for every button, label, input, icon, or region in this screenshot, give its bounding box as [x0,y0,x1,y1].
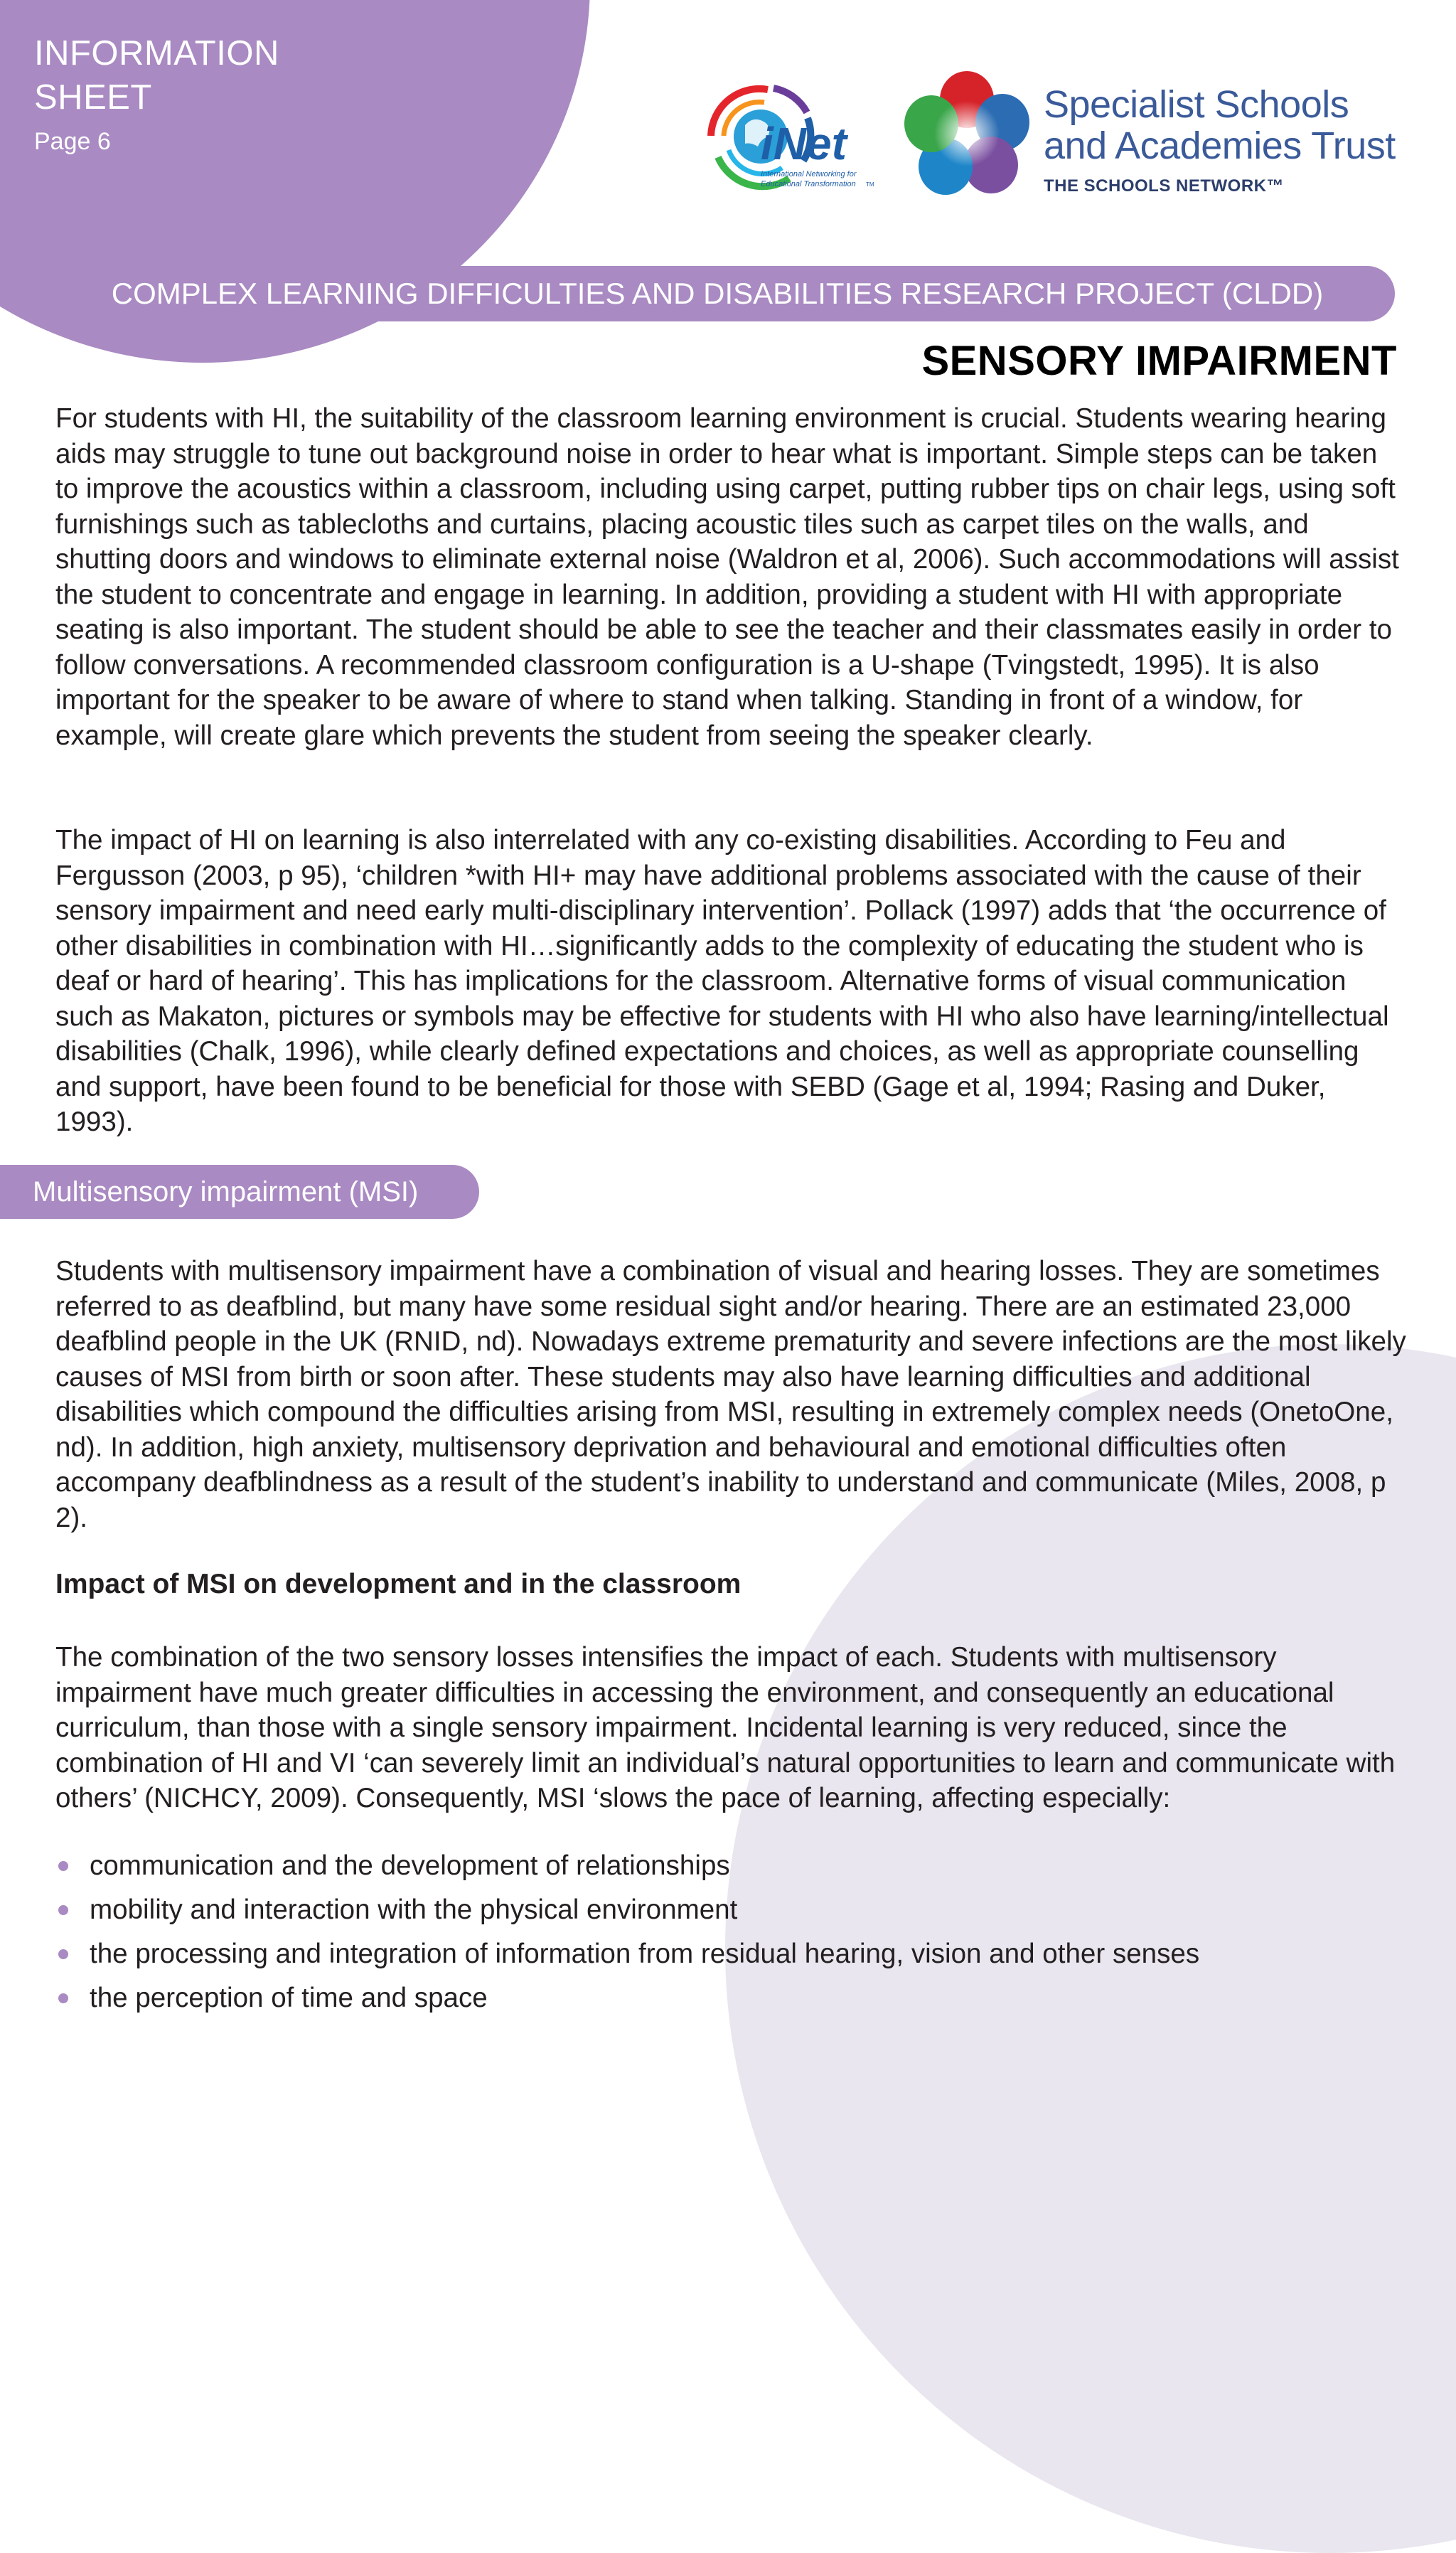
list-item: mobility and interaction with the physical environment [55,1888,1199,1932]
paragraph-hi-environment: For students with HI, the suitability of the classroom learning environment is crucial. Students wearing hearing aids may struggle to tune out background noise in order to hear what is important. Simple steps can be taken to improve the acoustics within a classroom, including using carpet, putting rubber tips on chair legs, using soft furnishings such as tablecloths and curtains, placing acoustic tiles such as carpet tiles on the walls, and shutting doors and windows to eliminate external noise (Waldron et al, 2006). Such accommodations will assist the student to concentrate and engage in learning. In addition, providing a student with HI with appropriate seating is also important. The student should be able to see the teacher and their classmates easily in order to follow conversations. A recommended classroom configuration is a U-shape (Tvingstedt, 1995). It is also important for the speaker to be aware of where to stand when talking. Standing in front of a window, for example, will create glare which prevents the student from seeing the speaker clearly. [55,403,1399,751]
inet-tagline-2: Educational Transformation [761,180,856,188]
paragraph-hi-codisabilities: The impact of HI on learning is also interrelated with any co-existing disabilities. According to Feu and Fergusson (2003, p 95), ‘children *with HI+ may have additional problems associated with the cause of their sensory impairment and need early multi-disciplinary intervention’. Pollack (1997) adds that ‘the occurrence of other disabilities in combination with HI…significantly adds to the complexity of educating the student who is deaf or hard of hearing’. This has implications for the classroom. Alternative forms of visual communication such as Makaton, pictures or symbols may be effective for students with HI who also have learning/intellectual disabilities (Chalk, 1996), while clearly defined expectations and choices, as well as appropriate counselling and support, have been found to be beneficial for those with SEBD (Gage et al, 1994; Rasing and Duker, 1993). [55,825,1389,1137]
msi-heading: Multisensory impairment (MSI) [0,1165,479,1219]
list-item: the processing and integration of information from residual hearing, vision and other senses [55,1932,1199,1976]
ssat-logo-text [1044,84,1396,196]
project-banner: COMPLEX LEARNING DIFFICULTIES AND DISABILITIES RESEARCH PROJECT (CLDD) [40,266,1395,321]
sheet-label [34,31,279,156]
bullet-icon [58,1949,68,1959]
list-item: communication and the development of relationships [55,1844,1199,1888]
bullet-icon [58,1861,68,1871]
paragraph-msi-impact: The combination of the two sensory losses intensifies the impact of each. Students with multisensory impairment have much greater difficulties in accessing the environment, and consequently an educational curriculum, than those with a single sensory impairment. Incidental learning is very reduced, since the combination of HI and VI ‘can severely limit an individual’s natural opportunities to learn and communicate with others’ (NICHCY, 2009). Consequently, MSI ‘slows the pace of learning, affecting especially: [55,1642,1396,1813]
sheet-title: INFORMATION SHEET [34,34,279,117]
bullet-icon [58,1993,68,2003]
inet-logo [690,68,876,198]
bullet-icon [58,1905,68,1915]
inet-tagline-1: International Networking for [761,170,857,178]
page-number: Page 6 [34,128,111,155]
flower-icon [903,71,1031,196]
msi-impact-subheading: Impact of MSI on development and in the classroom [55,1569,742,1599]
list-item: the perception of time and space [55,1976,1199,2020]
ssat-name: Specialist Schools and Academies Trust [1044,83,1396,167]
ssat-network: THE SCHOOLS NETWORK™ [1044,176,1284,196]
msi-impact-list [55,1844,1199,2020]
inet-wordmark: iNet [761,118,847,169]
paragraph-msi-intro: Students with multisensory impairment have a combination of visual and hearing losses. They are sometimes referred to as deafblind, but many have some residual sight and/or hearing. There are an estimated 23,000 deafblind people in the UK (RNID, nd). Nowadays extreme prematurity and severe infections are the most likely causes of MSI from birth or soon after. These students may also have learning difficulties and additional disabilities which compound the difficulties arising from MSI, resulting in extremely complex needs (OnetoOne, nd). In addition, high anxiety, multisensory deprivation and behavioural and emotional difficulties often accompany deafblindness as a result of the student’s inability to understand and communicate (Miles, 2008, p 2). [55,1256,1406,1533]
section-title: SENSORY IMPAIRMENT [921,338,1397,384]
inet-tm: TM [866,181,874,188]
